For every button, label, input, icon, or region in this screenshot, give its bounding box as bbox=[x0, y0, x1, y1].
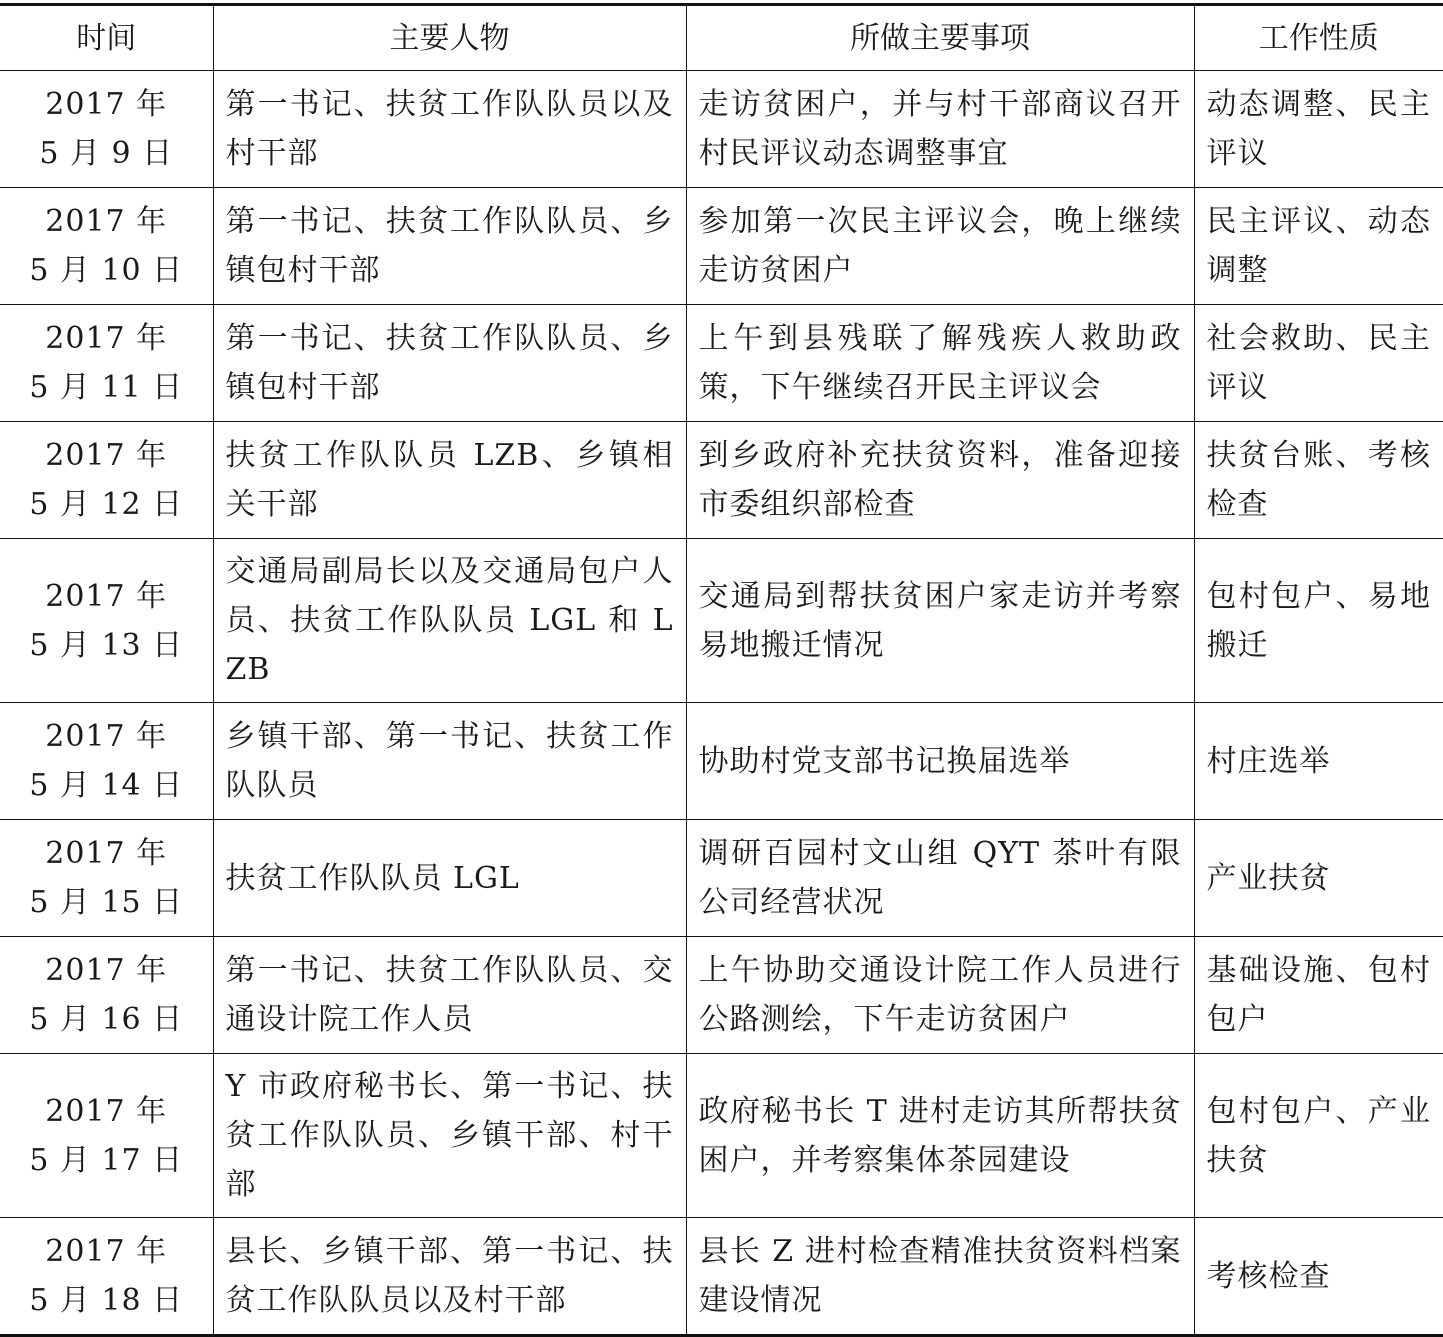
table-row bbox=[0, 305, 1443, 422]
nature-cell: 基础设施、包村包户 bbox=[1194, 937, 1443, 1054]
time-cell bbox=[0, 305, 213, 422]
table-row bbox=[0, 539, 1443, 703]
matter-cell: 走访贫困户，并与村干部商议召开村民评议动态调整事宜 bbox=[686, 71, 1194, 188]
people-cell: 县长、乡镇干部、第一书记、扶贫工作队队员以及村干部 bbox=[213, 1218, 686, 1336]
table-header bbox=[0, 5, 1443, 71]
people-cell: 第一书记、扶贫工作队队员、乡镇包村干部 bbox=[213, 188, 686, 305]
year-text: 2017 年 bbox=[45, 438, 168, 473]
year-text: 2017 年 bbox=[45, 578, 168, 614]
time-cell bbox=[0, 820, 213, 937]
people-cell: 交通局副局长以及交通局包户人员、扶贫工作队队员 LGL 和 LZB bbox=[213, 539, 686, 703]
matter-cell: 参加第一次民主评议会，晚上继续走访贫困户 bbox=[686, 188, 1194, 305]
people-cell: 第一书记、扶贫工作队队员以及村干部 bbox=[213, 71, 686, 188]
table-body bbox=[0, 71, 1443, 1336]
year-text: 2017 年 bbox=[45, 87, 168, 122]
year-text: 2017 年 bbox=[45, 204, 168, 239]
matter-cell: 政府秘书长 T 进村走访其所帮扶贫困户，并考察集体茶园建设 bbox=[686, 1054, 1194, 1218]
date-text: 5 月 9 日 bbox=[39, 136, 174, 171]
time-cell bbox=[0, 539, 213, 703]
matter-cell: 上午到县残联了解残疾人救助政策，下午继续召开民主评议会 bbox=[686, 305, 1194, 422]
date-text: 5 月 10 日 bbox=[29, 253, 184, 288]
table-row bbox=[0, 71, 1443, 188]
matter-cell: 交通局到帮扶贫困户家走访并考察易地搬迁情况 bbox=[686, 539, 1194, 703]
year-text: 2017 年 bbox=[45, 953, 168, 988]
table-row bbox=[0, 188, 1443, 305]
time-cell bbox=[0, 1054, 213, 1218]
matter-cell: 县长 Z 进村检查精准扶贫资料档案建设情况 bbox=[686, 1218, 1194, 1336]
table-row bbox=[0, 422, 1443, 539]
work-log-table bbox=[0, 3, 1443, 1337]
table-row bbox=[0, 1218, 1443, 1336]
year-text: 2017 年 bbox=[45, 321, 168, 356]
year-text: 2017 年 bbox=[45, 1093, 168, 1129]
date-text: 5 月 18 日 bbox=[29, 1283, 184, 1318]
people-cell: 扶贫工作队队员 LZB、乡镇相关干部 bbox=[213, 422, 686, 539]
matter-cell: 上午协助交通设计院工作人员进行公路测绘，下午走访贫困户 bbox=[686, 937, 1194, 1054]
nature-cell: 民主评议、动态调整 bbox=[1194, 188, 1443, 305]
time-cell bbox=[0, 1218, 213, 1336]
date-text: 5 月 17 日 bbox=[29, 1142, 184, 1178]
table-row bbox=[0, 1054, 1443, 1218]
table-row bbox=[0, 703, 1443, 820]
date-text: 5 月 16 日 bbox=[29, 1002, 184, 1037]
time-cell bbox=[0, 71, 213, 188]
time-cell bbox=[0, 937, 213, 1054]
header-nature: 工作性质 bbox=[1194, 5, 1443, 71]
date-text: 5 月 12 日 bbox=[29, 487, 184, 522]
people-cell: 第一书记、扶贫工作队队员、交通设计院工作人员 bbox=[213, 937, 686, 1054]
nature-cell: 考核检查 bbox=[1194, 1218, 1443, 1336]
time-cell bbox=[0, 703, 213, 820]
header-people: 主要人物 bbox=[213, 5, 686, 71]
nature-cell: 动态调整、民主评议 bbox=[1194, 71, 1443, 188]
header-time: 时间 bbox=[0, 5, 213, 71]
nature-cell: 包村包户、易地搬迁 bbox=[1194, 539, 1443, 703]
nature-cell: 扶贫台账、考核检查 bbox=[1194, 422, 1443, 539]
people-cell: Y 市政府秘书长、第一书记、扶贫工作队队员、乡镇干部、村干部 bbox=[213, 1054, 686, 1218]
people-cell: 乡镇干部、第一书记、扶贫工作队队员 bbox=[213, 703, 686, 820]
matter-cell: 调研百园村文山组 QYT 茶叶有限公司经营状况 bbox=[686, 820, 1194, 937]
nature-cell: 社会救助、民主评议 bbox=[1194, 305, 1443, 422]
matter-cell: 到乡政府补充扶贫资料，准备迎接市委组织部检查 bbox=[686, 422, 1194, 539]
year-text: 2017 年 bbox=[45, 836, 168, 871]
nature-cell: 村庄选举 bbox=[1194, 703, 1443, 820]
people-cell: 第一书记、扶贫工作队队员、乡镇包村干部 bbox=[213, 305, 686, 422]
table-row bbox=[0, 820, 1443, 937]
table-row bbox=[0, 937, 1443, 1054]
date-text: 5 月 14 日 bbox=[29, 768, 184, 803]
time-cell bbox=[0, 188, 213, 305]
date-text: 5 月 11 日 bbox=[29, 370, 184, 405]
year-text: 2017 年 bbox=[45, 1234, 168, 1269]
year-text: 2017 年 bbox=[45, 719, 168, 754]
people-cell: 扶贫工作队队员 LGL bbox=[213, 820, 686, 937]
header-row bbox=[0, 5, 1443, 71]
date-text: 5 月 13 日 bbox=[29, 627, 184, 663]
nature-cell: 产业扶贫 bbox=[1194, 820, 1443, 937]
matter-cell: 协助村党支部书记换届选举 bbox=[686, 703, 1194, 820]
header-matter: 所做主要事项 bbox=[686, 5, 1194, 71]
nature-cell: 包村包户、产业扶贫 bbox=[1194, 1054, 1443, 1218]
date-text: 5 月 15 日 bbox=[29, 885, 184, 920]
time-cell bbox=[0, 422, 213, 539]
